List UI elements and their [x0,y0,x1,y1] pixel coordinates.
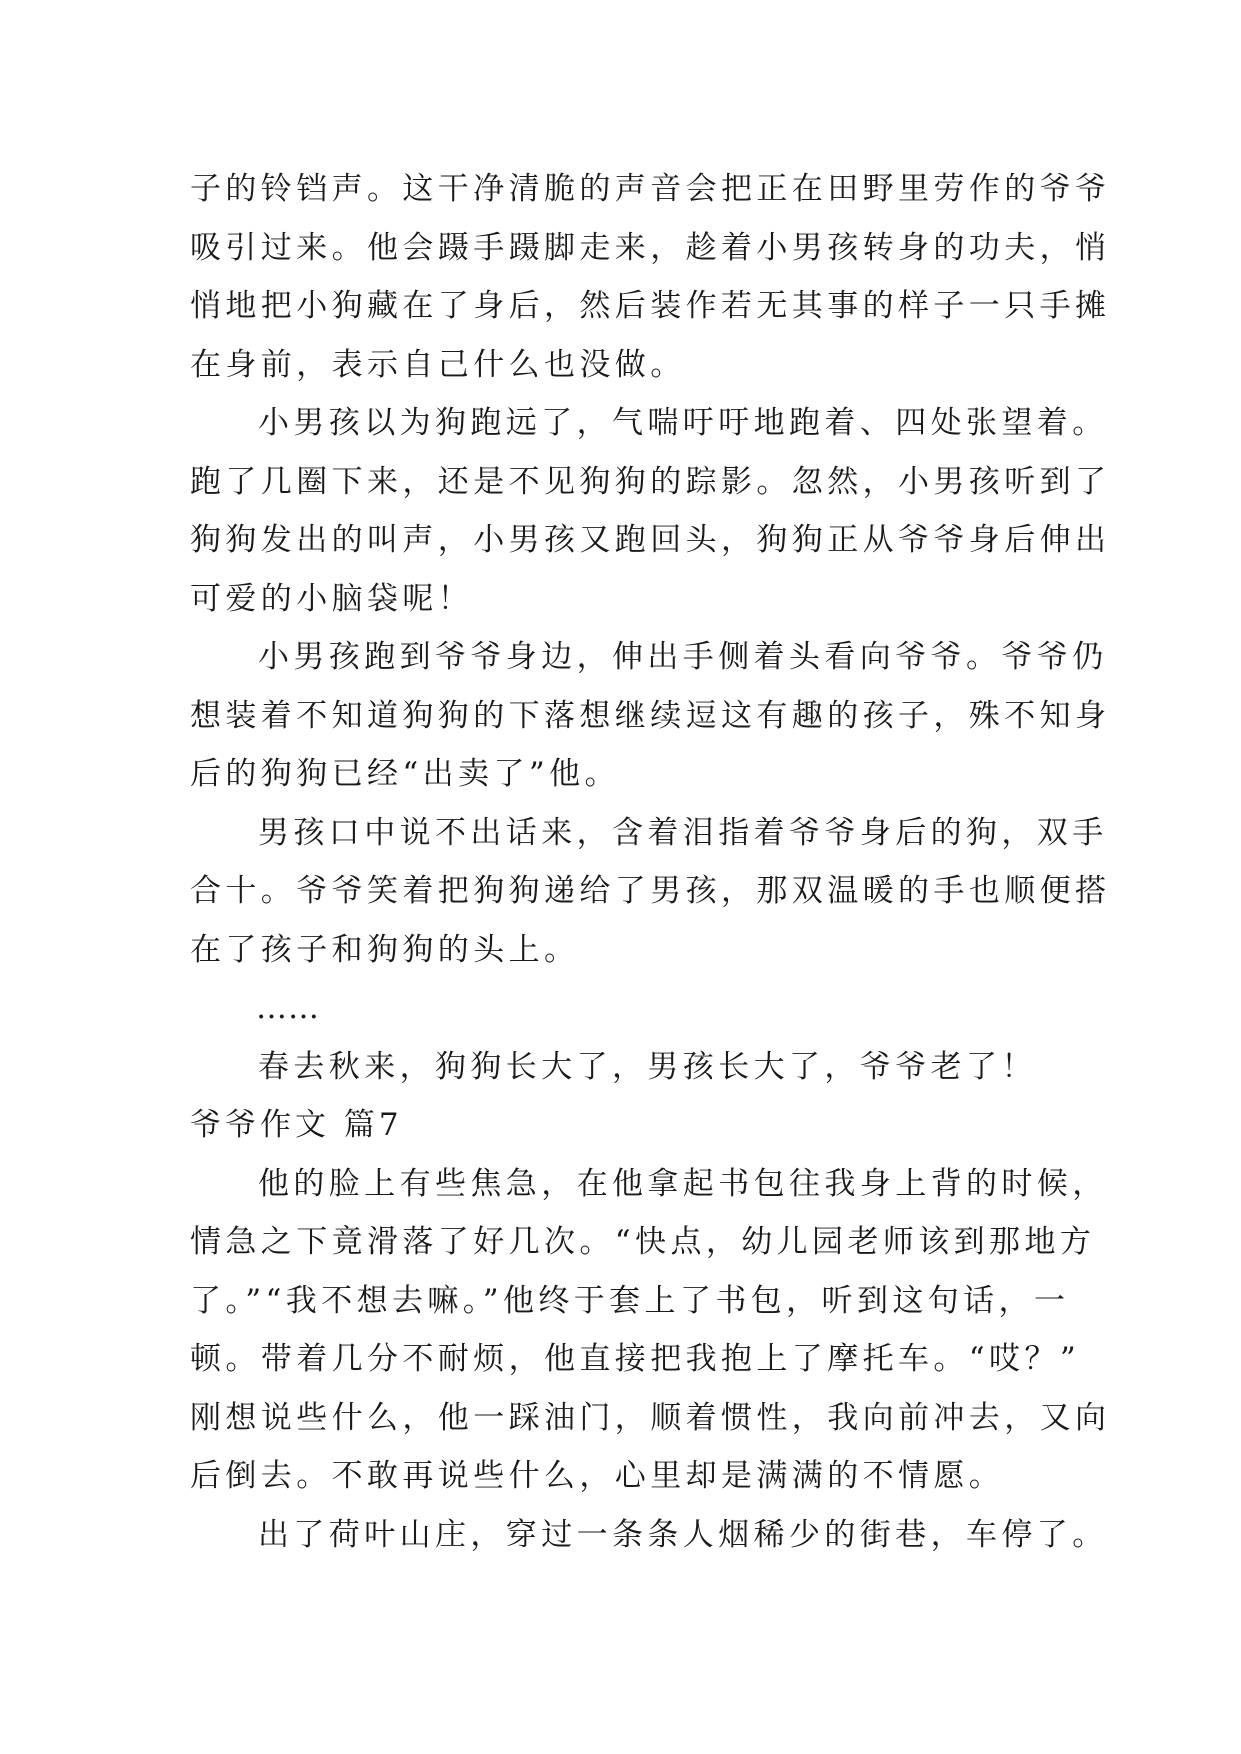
section-heading: 爷爷作文 篇7 [190,1107,403,1143]
text-line: 在身前，表示自己什么也没做。 [190,346,686,383]
text-line: 悄地把小狗藏在了身后，然后装作若无其事的样子一只手摊 [190,288,1111,324]
paragraph-start-line: 春去秋来，狗狗长大了，男孩长大了，爷爷老了！ [258,1048,1037,1085]
text-line: 了。”“我不想去嘛。”他终于套上了书包，听到这句话，一 [190,1282,1070,1319]
text-line: 后倒去。不敢再说些什么，心里却是满满的不情愿。 [190,1458,1005,1494]
text-line: 刚想说些什么，他一踩油门，顺着惯性，我向前冲去，又向 [190,1399,1111,1436]
text-line: 想装着不知道狗狗的下落想继续逗这有趣的孩子，殊不知身 [190,697,1111,734]
paragraph-start-line: 小男孩以为狗跑远了，气喘吁吁地跑着、四处张望着。 [258,405,1108,441]
text-line: 子的铃铛声。这干净清脆的声音会把正在田野里劳作的爷爷 [190,171,1111,207]
paragraph-start-line: 出了荷叶山庄，穿过一条条人烟稀少的街巷，车停了。 [258,1516,1108,1553]
text-line: 跑了几圈下来，还是不见狗狗的踪影。忽然，小男孩听到了 [190,463,1111,500]
paragraph-start-line: 小男孩跑到爷爷身边，伸出手侧着头看向爷爷。爷爷仍 [258,639,1108,675]
text-line: 可爱的小脑袋呢！ [190,580,474,617]
text-line: 在了孩子和狗狗的头上。 [190,931,580,968]
text-line: 狗狗发出的叫声，小男孩又跑回头，狗狗正从爷爷身后伸出 [190,522,1111,558]
paragraph-start-line: 男孩口中说不出话来，含着泪指着爷爷身后的狗，双手 [258,814,1108,851]
text-line: 吸引过来。他会蹑手蹑脚走来，趁着小男孩转身的功夫，悄 [190,229,1111,266]
paragraph-start-line: 他的脸上有些焦急，在他拿起书包往我身上背的时候， [258,1165,1108,1202]
ellipsis-line: …… [256,990,320,1026]
document-body [190,160,1111,1564]
text-line: 后的狗狗已经“出卖了”他。 [190,756,620,792]
text-line: 合十。爷爷笑着把狗狗递给了男孩，那双温暖的手也顺便搭 [190,873,1111,909]
text-line: 情急之下竟滑落了好几次。“快点，幼儿园老师该到那地方 [190,1224,1096,1260]
text-line: 顿。带着几分不耐烦，他直接把我抱上了摩托车。“哎？” [190,1341,1081,1377]
